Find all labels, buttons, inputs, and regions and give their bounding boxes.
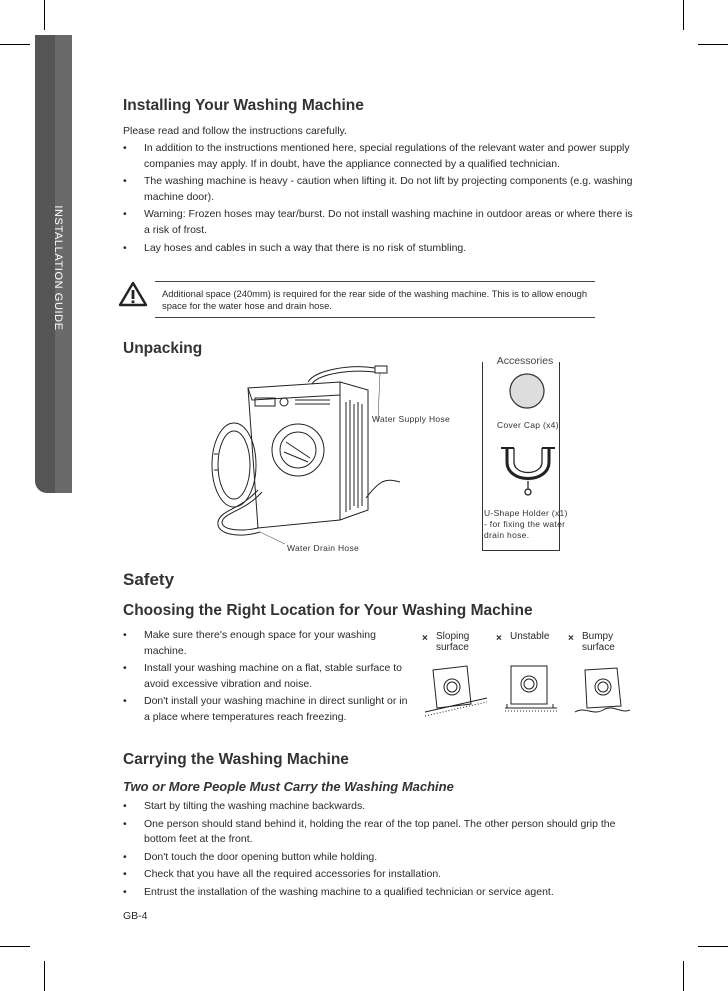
u-shape-label-1: U-Shape Holder (x1) <box>484 508 568 518</box>
list-item: • Lay hoses and cables in such a way that there is no risk of stumbling. <box>123 241 633 257</box>
crop-mark <box>0 44 30 45</box>
water-supply-hose-label: Water Supply Hose <box>372 414 451 424</box>
installing-bullets <box>123 141 633 258</box>
list-item: • Check that you have all the required accessories for installation. <box>123 867 623 883</box>
washing-machine-illustration <box>200 360 450 550</box>
sloping-label-line2: surface <box>436 642 469 653</box>
cross-icon: × <box>496 633 502 644</box>
list-item: • In addition to the instructions mentioned here, special regulations of the relevant water and power supply companies may apply. If in doubt, have the appliance connected by a qualified technician. <box>123 141 633 172</box>
crop-mark <box>0 946 30 947</box>
list-item: • Make sure there's enough space for your washing machine. <box>123 628 415 659</box>
carrying-bullets <box>123 799 623 903</box>
list-item: • The washing machine is heavy - caution when lifting it. Do not lift by projecting components (e.g. washing machine door). <box>123 174 633 205</box>
list-item: • Don't touch the door opening button while holding. <box>123 850 623 866</box>
crop-mark <box>683 0 684 30</box>
crop-mark <box>44 961 45 991</box>
u-shape-label-3: drain hose. <box>484 530 530 540</box>
safety-bullets <box>123 628 415 728</box>
water-drain-hose-label: Water Drain Hose <box>287 543 360 553</box>
list-item: • Don't install your washing machine in direct sunlight or in a place where temperatures reach freezing. <box>123 694 415 725</box>
unpacking-title: Unpacking <box>123 340 203 357</box>
bumpy-label-line1: Bumpy <box>582 631 614 642</box>
page-number: GB-4 <box>123 910 148 922</box>
crop-mark <box>683 961 684 991</box>
cover-cap-label: Cover Cap (x4) <box>497 420 559 430</box>
installing-title: Installing Your Washing Machine <box>123 97 364 114</box>
carrying-subtitle: Two or More People Must Carry the Washing Machine <box>123 779 454 794</box>
unstable-label: Unstable <box>510 631 550 642</box>
crop-mark <box>44 0 45 30</box>
u-shape-holder-icon <box>497 440 559 498</box>
cover-cap-icon <box>507 371 547 411</box>
location-examples-illustration <box>425 660 630 718</box>
crop-mark <box>698 44 728 45</box>
cross-icon: × <box>422 633 428 644</box>
installing-intro: Please read and follow the instructions carefully. <box>123 125 347 137</box>
bumpy-label-line2: surface <box>582 642 615 653</box>
warning-icon <box>118 281 148 307</box>
sloping-surface-label <box>436 631 469 653</box>
list-item: • Install your washing machine on a flat, stable surface to avoid excessive vibration and noise. <box>123 661 415 692</box>
list-item: • One person should stand behind it, holding the rear of the top panel. The other person should grip the bottom feet at the front. <box>123 817 623 848</box>
note-text: Additional space (240mm) is required for the rear side of the washing machine. This is to allow enough space for the water hose and drain hose. <box>162 288 588 311</box>
sloping-label-line1: Sloping <box>436 631 470 642</box>
accessories-title: Accessories <box>491 355 559 367</box>
cross-icon: × <box>568 633 574 644</box>
crop-mark <box>698 946 728 947</box>
carrying-title: Carrying the Washing Machine <box>123 751 349 768</box>
note-top-rule <box>155 281 595 282</box>
bumpy-surface-label <box>582 631 615 653</box>
choosing-location-title: Choosing the Right Location for Your Washing Machine <box>123 602 533 619</box>
list-item: • Warning: Frozen hoses may tear/burst. Do not install washing machine in outdoor areas or where there is a risk of frost. <box>123 207 633 238</box>
note-bottom-rule <box>155 317 595 318</box>
safety-title: Safety <box>123 570 175 589</box>
u-shape-label-2: - for fixing the water <box>484 519 566 529</box>
side-tab-label: INSTALLATION GUIDE <box>52 205 64 331</box>
list-item: • Entrust the installation of the washing machine to a qualified technician or service agent. <box>123 885 623 901</box>
list-item: • Start by tilting the washing machine backwards. <box>123 799 623 815</box>
